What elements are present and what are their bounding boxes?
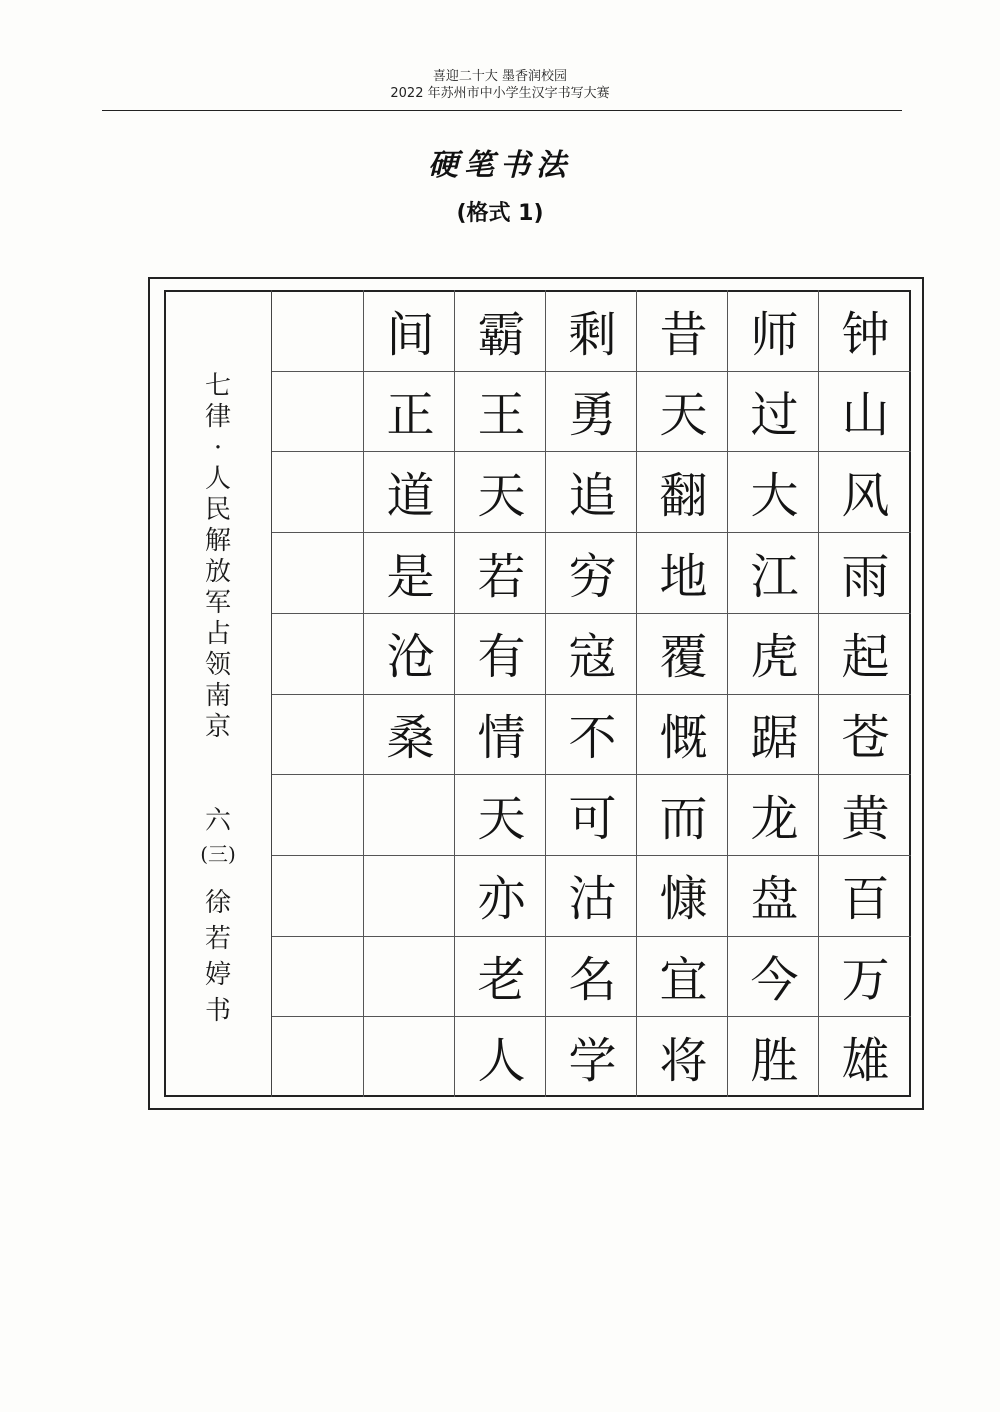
grid-cell: 今 xyxy=(750,952,799,1009)
grid-cell: 覆 xyxy=(659,629,708,686)
grid-cell: 雨 xyxy=(841,548,890,605)
grid-cell xyxy=(274,855,365,935)
grid-cell: 而 xyxy=(659,790,708,847)
writing-grid xyxy=(272,290,911,1097)
grid-cell: 亦 xyxy=(477,871,526,928)
grid-cell xyxy=(365,1016,456,1096)
grid-cell: 山 xyxy=(841,387,890,444)
grid-cell xyxy=(274,1016,365,1096)
grid-cell xyxy=(274,936,365,1016)
grid-cell: 若 xyxy=(477,548,526,605)
grid-cell: 道 xyxy=(386,467,435,524)
grid-cell: 翻 xyxy=(659,467,708,524)
signature-column xyxy=(164,290,272,1097)
grid-cell: 虎 xyxy=(750,629,799,686)
header-competition-line: 2022 年苏州市中小学生汉字书写大赛 xyxy=(390,86,610,101)
grid-cell xyxy=(274,371,365,451)
grid-cell: 有 xyxy=(477,629,526,686)
grid-cell: 雄 xyxy=(841,1032,890,1089)
poem-title-char: 占 xyxy=(204,619,231,649)
grid-cell: 名 xyxy=(568,952,617,1009)
grid-cell: 老 xyxy=(477,952,526,1009)
grid-cell: 钟 xyxy=(841,306,890,363)
grid-cell: 百 xyxy=(841,871,890,928)
grid-cell: 间 xyxy=(386,306,435,363)
grid-cell: 将 xyxy=(659,1032,708,1089)
grid-cell: 是 xyxy=(386,548,435,605)
grid-cell xyxy=(365,936,456,1016)
poem-title-char: 领 xyxy=(204,650,231,680)
grid-cell xyxy=(274,694,365,774)
poem-title-char: 放 xyxy=(204,557,231,587)
grid-cell: 桑 xyxy=(386,710,435,766)
grid-cell: 苍 xyxy=(841,710,890,766)
poem-title-char: 解 xyxy=(204,526,231,556)
grid-cell xyxy=(274,290,365,370)
author-char: 徐 xyxy=(204,888,231,918)
page-header xyxy=(0,68,1000,102)
poem-title-char: 七 xyxy=(204,371,231,401)
grid-cell: 人 xyxy=(477,1032,526,1089)
grid-cell: 地 xyxy=(659,548,708,605)
poem-title-char: 军 xyxy=(204,588,231,618)
grid-cell: 学 xyxy=(568,1032,617,1089)
grid-cell: 起 xyxy=(841,629,890,686)
poem-title-char: 人 xyxy=(204,464,231,494)
grid-cell: 正 xyxy=(386,387,435,444)
format-subtitle: (格式 1) xyxy=(456,201,544,226)
grid-cell: 可 xyxy=(568,790,617,847)
grid-cell: 沽 xyxy=(568,871,617,928)
poem-title-char: 民 xyxy=(204,495,231,525)
author-char: 若 xyxy=(204,924,231,954)
poem-title-char: 京 xyxy=(204,712,231,742)
poem-title-char: · xyxy=(213,433,223,463)
grid-cell: 王 xyxy=(477,387,526,444)
grid-cell xyxy=(274,613,365,693)
poem-title-char: 律 xyxy=(204,402,231,432)
grid-cell xyxy=(274,774,365,854)
grid-cell: 勇 xyxy=(568,387,617,444)
grid-cell: 师 xyxy=(750,306,799,363)
grid-cell: 大 xyxy=(750,467,799,524)
grid-cell: 天 xyxy=(659,387,708,444)
header-divider xyxy=(102,110,902,111)
author-char: 婷 xyxy=(204,960,231,990)
grid-cell: 江 xyxy=(750,548,799,605)
grid-cell: 万 xyxy=(841,952,890,1009)
grid-cell: 剩 xyxy=(568,306,617,363)
grid-cell: 天 xyxy=(477,467,526,524)
poem-title-char: 南 xyxy=(204,681,231,711)
grid-cell: 慷 xyxy=(659,871,708,928)
header-event-line: 喜迎二十大 墨香润校园 xyxy=(432,69,568,84)
grid-cell: 龙 xyxy=(750,790,799,847)
grid-cell: 黄 xyxy=(841,790,890,847)
author-char: 书 xyxy=(204,996,231,1026)
grid-cell: 不 xyxy=(568,710,617,766)
grid-cell xyxy=(365,855,456,935)
grid-cell: 天 xyxy=(477,790,526,847)
grid-cell: 穷 xyxy=(568,548,617,605)
grid-cell xyxy=(365,774,456,854)
grid-cell: 霸 xyxy=(477,306,526,363)
grid-cell: 追 xyxy=(568,467,617,524)
class-label-char: (三) xyxy=(200,842,236,866)
grid-cell: 昔 xyxy=(659,306,708,363)
grid-cell: 慨 xyxy=(659,710,708,766)
grid-cell: 情 xyxy=(477,710,526,766)
grid-cell: 沧 xyxy=(386,629,435,686)
grid-cell: 宜 xyxy=(659,952,708,1009)
grid-cell xyxy=(274,451,365,531)
grid-cell: 踞 xyxy=(750,710,799,766)
grid-cell: 过 xyxy=(750,387,799,444)
grid-cell: 寇 xyxy=(568,629,617,686)
page-title: 硬笔书法 xyxy=(428,148,572,183)
grid-cell: 胜 xyxy=(750,1032,799,1089)
grid-cell xyxy=(274,532,365,612)
grid-cell: 风 xyxy=(841,467,890,524)
grid-cell: 盘 xyxy=(750,871,799,928)
class-label-char: 六 xyxy=(204,806,231,836)
